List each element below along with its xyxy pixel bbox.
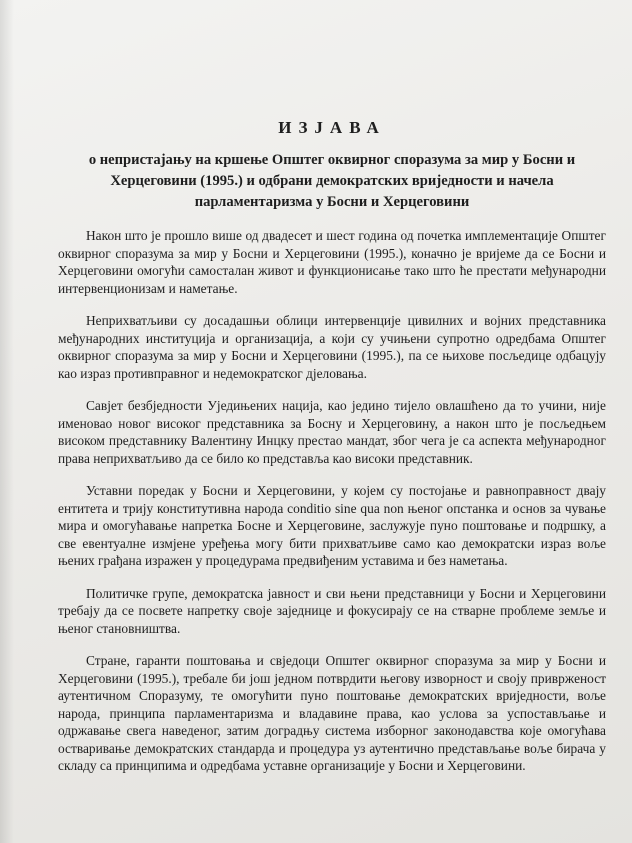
paragraph-4: Уставни поредак у Босни и Херцеговини, у којем су постојање и равноправност двају ентитета и трију конститутивна народа conditio sine qua non њеног опстанка и основ за чување мира и омогућавање напретка Босне и Херцеговине, заслужује пуно поштовање и подршку, а све евентуалне измјене уређења могу бити прихватљиве само као демократски израз воље њених грађана изражен у процедурама предвиђеним уставима и без наметања. bbox=[58, 483, 606, 568]
paragraph-6: Стране, гаранти поштовања и свједоци Општег оквирног споразума за мир у Босни и Херцеговини (1995.), требале би још једном потврдити његову изворност и своју привржeност аутентичном Споразуму, те омогућити пуно поштовање демократских вриједности, воље народа, принципа парламентаризма и владавине права, као услова за успостављање и одржавање свега наведеног, затим доградњу система изборног законодавства које омогућава остваривање демократских стандарда и процедура уз аутентично представљање воље бирача у складу са принципима и одредбама уставне организације у Босни и Херцеговини. bbox=[58, 653, 606, 773]
paragraph-1: Након што је прошло више од двадесет и шест година од почетка имплементације Општег оквирног споразума за мир у Босни и Херцеговини (1995.), коначно је вријеме да се Босни и Херцеговини омогући самосталан живот и функционисање тако што ће престати међународни интервенционизам и наметање. bbox=[58, 228, 606, 296]
document-subtitle: о непристајању на кршење Општег оквирног споразума за мир у Босни и Херцеговини (1995.) и одбрани демократских вриједности и начела парламентаризма у Босни и Херцеговини bbox=[88, 152, 576, 210]
paragraph-2: Неприхватљиви су досадашњи облици интервенције цивилних и војних представника међународних институција и организација, а који су учињени супротно одредбама Општег оквирног споразума за мир у Босни и Херцеговини (1995.), па се њихове посљедице одбацују као израз противправног и недемократског дјеловања. bbox=[58, 313, 606, 381]
document-title: ИЗЈАВА bbox=[278, 118, 386, 137]
paragraph-5: Политичке групе, демократска јавност и сви њени представници у Босни и Херцеговини требају да се посвете напретку своје заједнице и фокусирају се на стварне проблеме земље и њеног становништва. bbox=[58, 585, 606, 636]
page-edge-shadow bbox=[0, 0, 14, 843]
paragraph-3: Савјет безбједности Уједињених нација, као једино тијело овлашћено да то учини, није именовао новог високог представника за Босну и Херцеговину, а након што је посљедњем високом представнику Валентину Инцку престао мандат, због чега је са аспекта међународног права неприхватљиво да се било ко представља као високи представник. bbox=[58, 398, 606, 466]
